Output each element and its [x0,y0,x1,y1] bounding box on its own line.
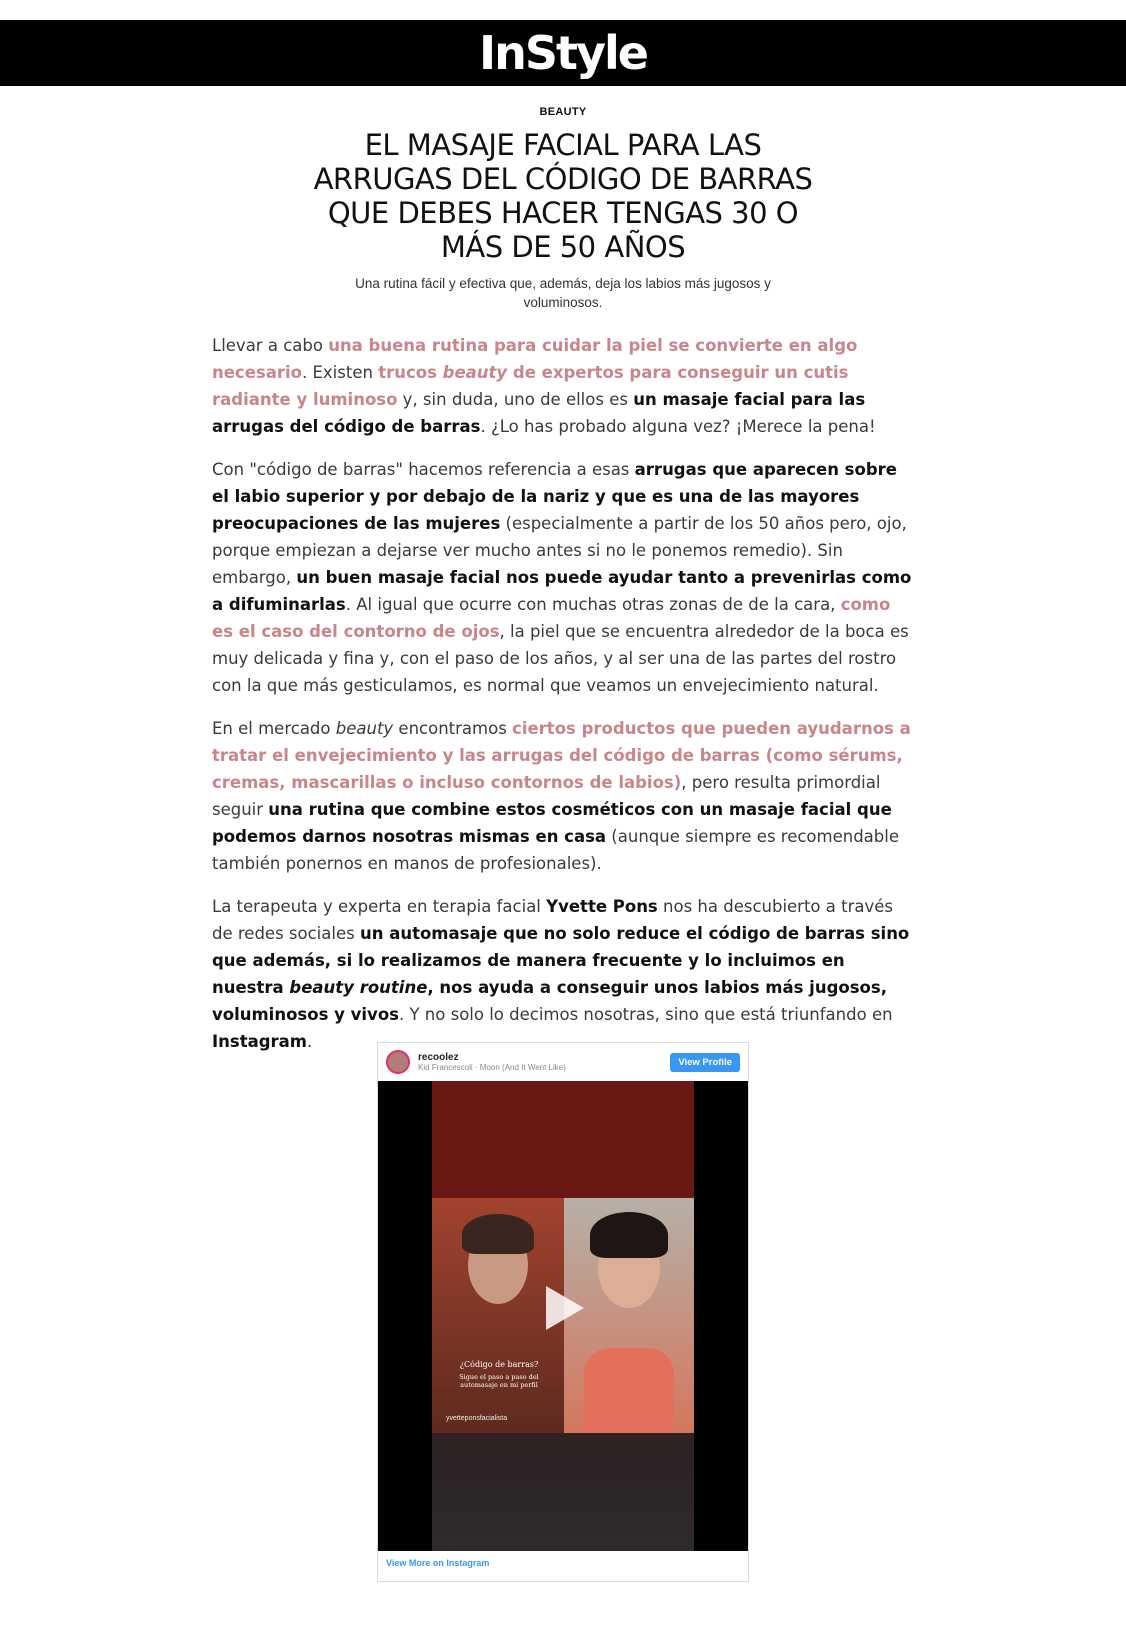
video-handle: yvetteponsfacialista [446,1415,508,1422]
user-info [418,1052,566,1072]
paragraph-4 [212,893,914,1055]
bold-text: un masaje facial para las arrugas del código de barras [212,390,866,436]
hair-left [462,1214,534,1254]
instyle-logo[interactable]: InStyle [479,26,647,80]
caption-sub: Sigue el paso a paso del automasaje en mi perfil [459,1373,539,1389]
video-pane-left [432,1198,564,1433]
text: En el mercado [212,719,336,738]
text: encontramos [393,719,513,738]
text: de expertos para conseguir un cutis radiante y luminoso [212,363,849,409]
text: Con "código de barras" hacemos referencia a esas [212,460,635,479]
text: un automasaje que no solo reduce el código de barras sino que además, si lo realizamos de manera frecuente y lo incluimos en nuestra [212,924,910,997]
text: . Existen [302,363,379,382]
bold-text: Instagram [212,1032,308,1051]
text: beauty [442,363,508,382]
hair-right [590,1212,668,1258]
video-player[interactable] [378,1081,748,1551]
article [212,106,914,1071]
text: La terapeuta y experta en terapia facial [212,897,547,916]
italic-text: beauty [335,719,394,738]
text: Llevar a cabo [212,336,329,355]
link-eye-contour[interactable]: como es el caso del contorno de ojos [212,595,891,641]
text: trucos [378,363,443,382]
text: . Al igual que ocurre con muchas otras zonas de de la cara, [345,595,841,614]
article-headline: EL MASAJE FACIAL PARA LAS ARRUGAS DEL CÓDIGO DE BARRAS QUE DEBES HACER TENGAS 30 O MÁS DE 50 AÑOS [313,128,813,264]
text: nos ha descubierto a través de redes sociales [212,897,894,943]
instagram-embed [377,1042,749,1582]
top-garment [584,1348,674,1433]
italic-text: beauty routine [289,978,428,997]
caption-title: ¿Código de barras? [459,1360,539,1369]
username[interactable]: recoolez [418,1052,459,1063]
bold-text: un buen masaje facial nos puede ayudar tanto a prevenirlas como a difuminarlas [212,568,912,614]
paragraph-2 [212,456,914,699]
text: y, sin duda, uno de ellos es [397,390,634,409]
text: (aunque siempre es recomendable también ponernos en manos de profesionales). [212,827,900,873]
paragraph-3 [212,715,914,877]
audio-track: Kid Francescoli · Moon (And It Went Like) [418,1063,566,1072]
text: . [307,1032,313,1051]
text: , pero resulta primordial seguir [212,773,881,819]
bold-text: Yvette Pons [546,897,658,916]
video-frame [432,1081,694,1551]
article-subtitle: Una rutina fácil y efectiva que, además, deja los labios más jugosos y voluminosos. [355,276,771,310]
link-products[interactable]: ciertos productos que pueden ayudarnos a tratar el envejecimiento y las arrugas del código de barras (como sérums, cremas, mascarillas o incluso contornos de labios) [212,719,911,792]
view-more-link[interactable]: View More on Instagram [386,1558,490,1568]
text: . Y no solo lo decimos nosotras, sino que está triunfando en [398,1005,893,1024]
text: , la piel que se encuentra alrededor de la boca es muy delicada y fina y, con el paso de los años, y al ser una de las partes del rostro con la que más gesticulamos, es normal que veamos un envejecimiento natural. [212,622,909,695]
embed-header [378,1043,748,1082]
text: . ¿Lo has probado alguna vez? ¡Merece la pena! [480,417,876,436]
view-profile-button[interactable]: View Profile [670,1053,740,1072]
paragraph-1 [212,332,914,440]
video-caption [458,1360,540,1389]
category-label[interactable]: BEAUTY [539,106,587,118]
bold-text: una rutina que combine estos cosméticos con un masaje facial que podemos darnos nosotras mismas en casa [212,800,892,846]
link-skin-routine[interactable]: una buena rutina para cuidar la piel se convierte en algo necesario [212,336,858,382]
text: (especialmente a partir de los 50 años pero, ojo, porque empiezan a dejarse ver mucho antes si no le ponemos remedio). Sin embargo, [212,514,907,587]
text: , nos ayuda a conseguir unos labios más jugosos, voluminosos y vivos [212,978,887,1024]
play-icon[interactable] [546,1286,584,1330]
masthead [0,20,1126,86]
avatar[interactable] [386,1050,410,1074]
bold-text: arrugas que aparecen sobre el labio superior y por debajo de la nariz y que es una de las mayores preocupaciones de las mujeres [212,460,897,533]
